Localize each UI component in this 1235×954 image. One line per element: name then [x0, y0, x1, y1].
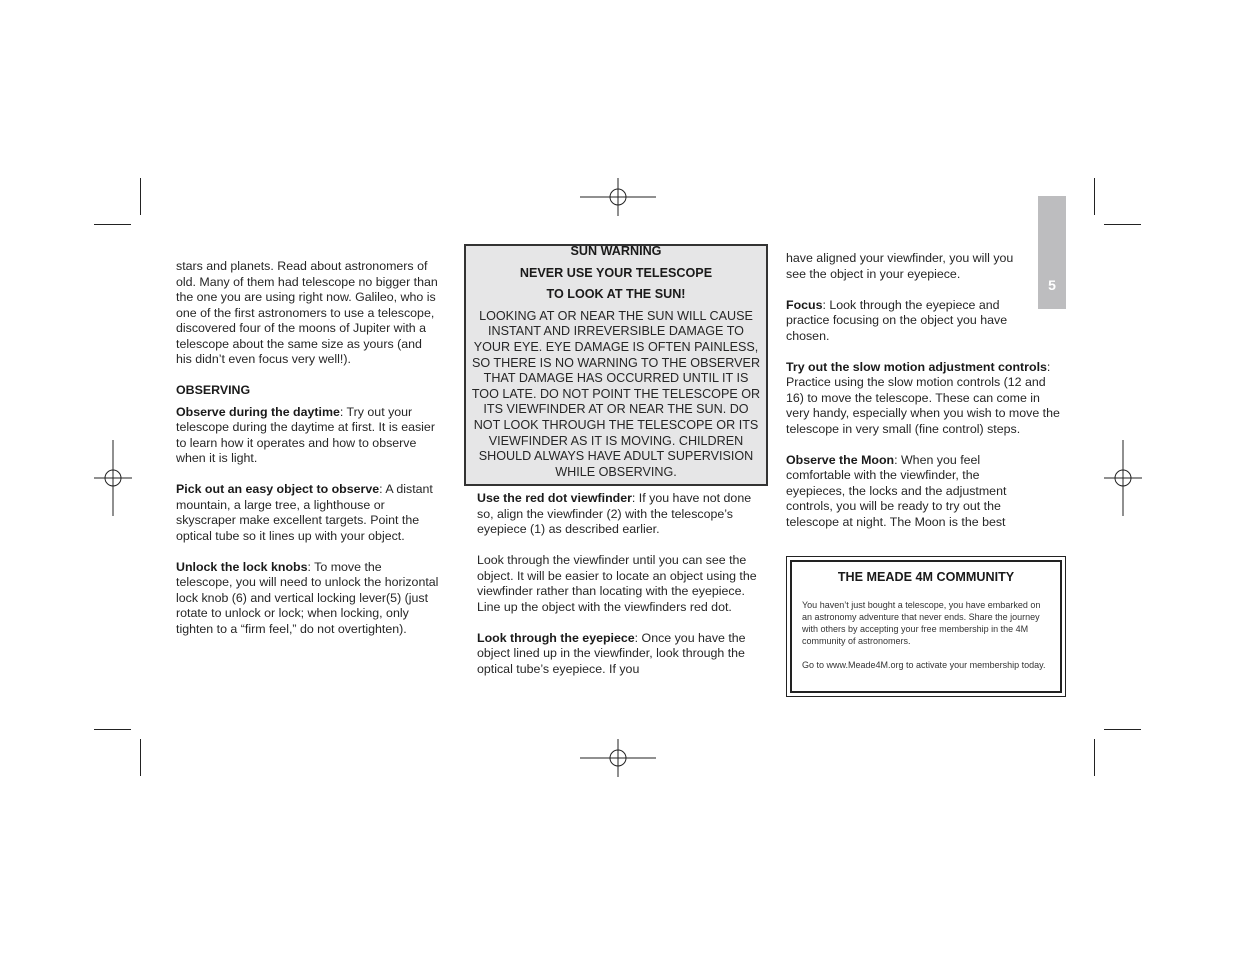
focus-text: : Look through the eyepiece and practice focusing on the object you have chosen.	[786, 297, 1008, 343]
slow-motion-paragraph	[786, 360, 1066, 438]
registration-mark-icon	[94, 440, 132, 516]
moon-title: Observe the Moon	[786, 452, 895, 467]
community-text: You haven’t just bought a telescope, you have embarked on an astronomy adventure that never ends. Share the journey with others by accepting your free membership in the 4M community of astronomers.	[802, 599, 1041, 646]
eyepiece-title: Look through the eyepiece	[477, 630, 635, 645]
community-box	[786, 556, 1066, 697]
easy-object-paragraph	[176, 482, 441, 544]
daytime-paragraph	[176, 405, 441, 467]
focus-paragraph	[786, 298, 1011, 345]
moon-paragraph	[786, 453, 1041, 531]
unlock-paragraph	[176, 560, 441, 638]
moon-text: : When you feel comfortable with the viewfinder, the eyepieces, the locks and the adjustment controls, you will be ready to try out the telescope at night. The Moon is the best	[786, 452, 1007, 529]
community-title: THE MEADE 4M COMMUNITY	[837, 570, 1015, 584]
middle-column	[477, 491, 759, 693]
crop-mark	[140, 178, 141, 215]
eyepiece-text: : Once you have the object lined up in the viewfinder, look through the optical tube’s eyepiece. If you	[477, 630, 746, 676]
crop-mark	[1094, 178, 1095, 215]
right-column	[786, 251, 1066, 546]
slow-motion-text: : Practice using the slow motion controls (12 and 16) to move the telescope. These can come in very handy, especially when you wish to move the telescope in very small (fine control) steps.	[786, 359, 1060, 436]
intro-paragraph: stars and planets. Read about astronomers of old. Many of them had telescope no bigger than the one you are using right now. Galileo, who is one of the first astronomers to use a telescope, discovered four of the moons of Jupiter with a telescope about the same size as yours (and his didn’t even focus very well!).	[176, 259, 438, 366]
red-dot-paragraph	[477, 491, 759, 538]
registration-mark-icon	[580, 739, 656, 777]
easy-object-title: Pick out an easy object to observe	[176, 482, 380, 496]
left-column	[176, 259, 441, 653]
crop-mark	[1094, 739, 1095, 776]
community-box-inner	[790, 560, 1062, 693]
unlock-text: : To move the telescope, you will need to unlock the horizontal lock knob (6) and vertical locking lever(5) (just rotate to unlock or lock; when locking, only tighten to a “firm feel,” do not overtighten).	[176, 559, 439, 636]
sun-warning-line: TO LOOK AT THE SUN!	[546, 287, 686, 302]
crop-mark	[94, 729, 131, 730]
observing-heading: OBSERVING	[176, 383, 251, 397]
red-dot-title: Use the red dot viewfinder	[477, 491, 632, 505]
easy-object-text: : A distant mountain, a large tree, a lighthouse or skyscraper make excellent targets. Point the optical tube so it lines up with your object.	[176, 482, 433, 543]
viewfinder-paragraph: Look through the viewfinder until you can see the object. It will be easier to locate an object using the viewfinder rather than locating with the eyepiece. Line up the object with the viewfinders red dot.	[477, 553, 757, 614]
sun-warning-title: SUN WARNING	[570, 244, 662, 258]
eyepiece-paragraph	[477, 631, 759, 678]
aligned-paragraph: have aligned your viewfinder, you will you see the object in your eyepiece.	[786, 251, 1014, 281]
page-number: 5	[1048, 277, 1056, 293]
daytime-text: : Try out your telescope during the daytime at first. It is easier to learn how it operates and how to observe when it is light.	[176, 404, 435, 465]
red-dot-text: : If you have not done so, align the viewfinder (2) with the telescope’s eyepiece (1) as described earlier.	[477, 491, 752, 536]
unlock-title: Unlock the lock knobs	[176, 559, 308, 574]
daytime-title: Observe during the daytime	[176, 404, 340, 419]
registration-mark-icon	[1104, 440, 1142, 516]
slow-motion-title: Try out the slow motion adjustment controls	[786, 359, 1047, 374]
crop-mark	[140, 739, 141, 776]
sun-warning-line: NEVER USE YOUR TELESCOPE	[519, 265, 713, 280]
focus-title: Focus	[786, 297, 823, 312]
crop-mark	[1104, 729, 1141, 730]
registration-mark-icon	[580, 178, 656, 216]
crop-mark	[1104, 224, 1141, 225]
sun-warning-box	[464, 244, 768, 486]
sun-warning-body: LOOKING AT OR NEAR THE SUN WILL CAUSE INSTANT AND IRREVERSIBLE DAMAGE TO YOUR EYE. EYE DAMAGE IS OFTEN PAINLESS, SO THERE IS NO WARNING TO THE OBSERVER THAT DAMAGE HAS OCCURRED UNTIL IT IS TOO LATE. DO NOT POINT THE TELESCOPE OR ITS VIEWFINDER AT OR NEAR THE SUN. DO NOT LOOK THROUGH THE TELESCOPE OR ITS VIEWFINDER AS IT IS MOVING. CHILDREN SHOULD ALWAYS HAVE ADULT SUPERVISION WHILE OBSERVING.	[471, 308, 761, 479]
crop-mark	[94, 224, 131, 225]
community-link-text: Go to www.Meade4M.org to activate your membership today.	[802, 659, 1046, 670]
